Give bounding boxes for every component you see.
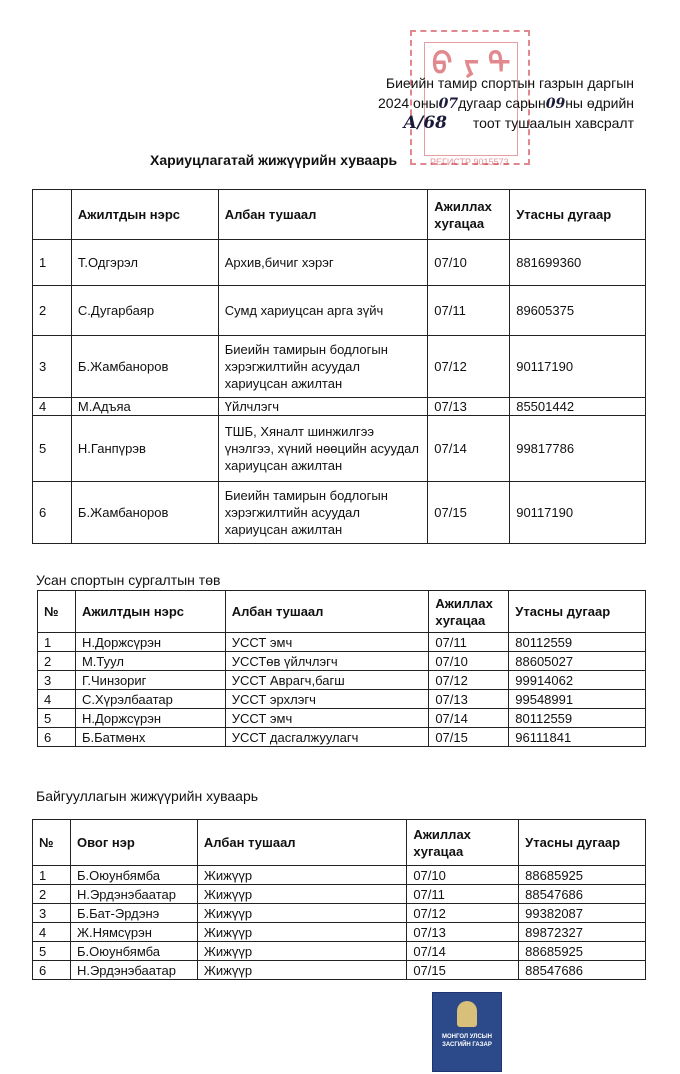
table-row xyxy=(38,633,646,652)
table-row xyxy=(38,671,646,690)
cell-phone: 88685925 xyxy=(519,866,646,885)
cell-name: Н.Эрдэнэбаатар xyxy=(70,885,197,904)
cell-name: Н.Доржсүрэн xyxy=(75,633,225,652)
col-header-name: Ажилтдын нэрс xyxy=(71,190,218,240)
duty-table-1 xyxy=(32,189,646,544)
cell-date: 07/12 xyxy=(428,336,510,398)
cell-date: 07/10 xyxy=(407,866,519,885)
cell-date: 07/12 xyxy=(407,904,519,923)
cell-name: М.Туул xyxy=(75,652,225,671)
table-row xyxy=(38,728,646,747)
emblem-line-2: ЗАСГИЙН ГАЗАР xyxy=(442,1042,492,1048)
emblem-line-1: МОНГОЛ УЛСЫН xyxy=(442,1034,492,1040)
cell-phone: 90117190 xyxy=(510,336,646,398)
cell-phone: 80112559 xyxy=(509,709,646,728)
cell-date: 07/12 xyxy=(429,671,509,690)
cell-num: 6 xyxy=(33,482,72,544)
header-line-1: Биеийн тамир спортын газрын даргын xyxy=(385,75,634,91)
cell-phone: 90117190 xyxy=(510,482,646,544)
cell-phone: 99548991 xyxy=(509,690,646,709)
cell-num: 3 xyxy=(33,336,72,398)
table-row xyxy=(33,961,646,980)
cell-date: 07/15 xyxy=(407,961,519,980)
cell-num: 5 xyxy=(33,416,72,482)
col-header-date: Ажиллах хугацаа xyxy=(429,591,509,633)
cell-phone: 80112559 xyxy=(509,633,646,652)
table-row xyxy=(33,398,646,416)
table-row xyxy=(38,652,646,671)
stamp-glyph-1: ᠪ xyxy=(432,47,453,82)
col-header-position: Албан тушаал xyxy=(218,190,428,240)
cell-num: 4 xyxy=(33,923,71,942)
cell-date: 07/11 xyxy=(428,286,510,336)
cell-num: 1 xyxy=(33,240,72,286)
cell-phone: 88547686 xyxy=(519,961,646,980)
table-row xyxy=(33,923,646,942)
col-header-num xyxy=(33,190,72,240)
cell-num: 4 xyxy=(38,690,76,709)
cell-num: 2 xyxy=(33,286,72,336)
cell-name: Б.Бат-Эрдэнэ xyxy=(70,904,197,923)
cell-name: С.Хүрэлбаатар xyxy=(75,690,225,709)
cell-position: Архив,бичиг хэрэг xyxy=(218,240,428,286)
cell-name: Н.Эрдэнэбаатар xyxy=(70,961,197,980)
table-header-row xyxy=(38,591,646,633)
cell-num: 1 xyxy=(38,633,76,652)
table-row xyxy=(33,904,646,923)
cell-num: 5 xyxy=(33,942,71,961)
cell-date: 07/13 xyxy=(428,398,510,416)
header-month: 07 xyxy=(438,96,459,112)
col-header-date: Ажиллах хугацаа xyxy=(407,820,519,866)
cell-name: Н.Ганпүрэв xyxy=(71,416,218,482)
cell-num: 4 xyxy=(33,398,72,416)
table-row xyxy=(33,416,646,482)
cell-date: 07/11 xyxy=(429,633,509,652)
cell-phone: 88685925 xyxy=(519,942,646,961)
cell-date: 07/14 xyxy=(428,416,510,482)
section2-title: Усан спортын сургалтын төв xyxy=(36,572,221,588)
cell-num: 5 xyxy=(38,709,76,728)
cell-position: Биеийн тамирын бодлогын хэрэгжилтийн асуудал хариуцсан ажилтан xyxy=(218,336,428,398)
cell-name: Т.Одгэрэл xyxy=(71,240,218,286)
table-row xyxy=(38,709,646,728)
cell-num: 3 xyxy=(38,671,76,690)
cell-position: УССТ Аврагч,багш xyxy=(225,671,429,690)
cell-phone: 99382087 xyxy=(519,904,646,923)
table-row xyxy=(33,336,646,398)
table-row xyxy=(33,482,646,544)
cell-date: 07/15 xyxy=(429,728,509,747)
cell-position: УССТ дасгалжуулагч xyxy=(225,728,429,747)
cell-date: 07/13 xyxy=(407,923,519,942)
cell-position: УССТ эмч xyxy=(225,633,429,652)
cell-position: УССТөв үйлчлэгч xyxy=(225,652,429,671)
col-header-name: Ажилтдын нэрс xyxy=(75,591,225,633)
col-header-num: № xyxy=(38,591,76,633)
cell-date: 07/15 xyxy=(428,482,510,544)
cell-name: Б.Батмөнх xyxy=(75,728,225,747)
emblem-caption xyxy=(433,1033,501,1049)
cell-date: 07/11 xyxy=(407,885,519,904)
table-row xyxy=(33,240,646,286)
header-line-3 xyxy=(403,114,634,132)
col-header-num: № xyxy=(33,820,71,866)
cell-position: Жижүүр xyxy=(197,923,406,942)
cell-num: 6 xyxy=(38,728,76,747)
table-header-row xyxy=(33,820,646,866)
section1-title: Хариуцлагатай жижүүрийн хуваарь xyxy=(150,152,398,168)
header-line-2 xyxy=(378,94,634,113)
duty-table-2 xyxy=(37,590,646,747)
cell-name: Г.Чинзориг xyxy=(75,671,225,690)
order-number: А/68 xyxy=(403,113,447,133)
section3-title: Байгууллагын жижүүрийн хуваарь xyxy=(36,788,259,804)
header-year: 2024 оны xyxy=(378,95,439,111)
duty-table-3 xyxy=(32,819,646,980)
col-header-position: Албан тушаал xyxy=(225,591,429,633)
col-header-phone: Утасны дугаар xyxy=(519,820,646,866)
col-header-position: Албан тушаал xyxy=(197,820,406,866)
cell-position: Жижүүр xyxy=(197,885,406,904)
stamp-glyph-3: ᠲ xyxy=(488,47,511,82)
cell-name: Н.Доржсүрэн xyxy=(75,709,225,728)
cell-date: 07/14 xyxy=(407,942,519,961)
cell-phone: 881699360 xyxy=(510,240,646,286)
header-day-label: ны өдрийн xyxy=(565,95,634,111)
cell-position: УССТ эрхлэгч xyxy=(225,690,429,709)
cell-date: 07/10 xyxy=(429,652,509,671)
cell-num: 2 xyxy=(33,885,71,904)
cell-phone: 89605375 xyxy=(510,286,646,336)
table-row xyxy=(33,885,646,904)
cell-num: 6 xyxy=(33,961,71,980)
table-row xyxy=(33,866,646,885)
soyombo-emblem-icon xyxy=(457,1001,477,1027)
cell-num: 1 xyxy=(33,866,71,885)
header-day: 09 xyxy=(545,96,566,112)
cell-name: Б.Оюунбямба xyxy=(70,866,197,885)
table-row xyxy=(38,690,646,709)
cell-phone: 99914062 xyxy=(509,671,646,690)
cell-phone: 96111841 xyxy=(509,728,646,747)
cell-date: 07/14 xyxy=(429,709,509,728)
table-row xyxy=(33,942,646,961)
col-header-phone: Утасны дугаар xyxy=(510,190,646,240)
col-header-phone: Утасны дугаар xyxy=(509,591,646,633)
cell-position: Сумд хариуцсан арга зүйч xyxy=(218,286,428,336)
cell-phone: 88605027 xyxy=(509,652,646,671)
col-header-name: Овог нэр xyxy=(70,820,197,866)
cell-name: Б.Жамбаноров xyxy=(71,482,218,544)
header-month-label: дугаар сарын xyxy=(458,95,546,111)
cell-position: ТШБ, Хяналт шинжилгээ үнэлгээ, хүний нөөцийн асуудал хариуцсан ажилтан xyxy=(218,416,428,482)
stamp-glyph-2: ᠶ xyxy=(464,47,479,82)
cell-name: Б.Жамбаноров xyxy=(71,336,218,398)
cell-position: Жижүүр xyxy=(197,866,406,885)
cell-num: 2 xyxy=(38,652,76,671)
table-row xyxy=(33,286,646,336)
cell-name: М.Адъяа xyxy=(71,398,218,416)
cell-position: Үйлчлэгч xyxy=(218,398,428,416)
cell-position: УССТ эмч xyxy=(225,709,429,728)
cell-phone: 88547686 xyxy=(519,885,646,904)
cell-num: 3 xyxy=(33,904,71,923)
cell-phone: 89872327 xyxy=(519,923,646,942)
cell-position: Жижүүр xyxy=(197,961,406,980)
cell-name: С.Дугарбаяр xyxy=(71,286,218,336)
cell-date: 07/10 xyxy=(428,240,510,286)
cell-date: 07/13 xyxy=(429,690,509,709)
table-header-row xyxy=(33,190,646,240)
cell-phone: 99817786 xyxy=(510,416,646,482)
government-emblem xyxy=(432,992,502,1072)
cell-position: Жижүүр xyxy=(197,904,406,923)
cell-phone: 85501442 xyxy=(510,398,646,416)
cell-name: Б.Оюунбямба xyxy=(70,942,197,961)
cell-position: Жижүүр xyxy=(197,942,406,961)
order-suffix: тоот тушаалын хавсралт xyxy=(472,115,634,131)
cell-name: Ж.Нямсүрэн xyxy=(70,923,197,942)
col-header-date: Ажиллах хугацаа xyxy=(428,190,510,240)
stamp-number: РЕГИСТР 9015573 xyxy=(430,157,509,167)
cell-position: Биеийн тамирын бодлогын хэрэгжилтийн асуудал хариуцсан ажилтан xyxy=(218,482,428,544)
